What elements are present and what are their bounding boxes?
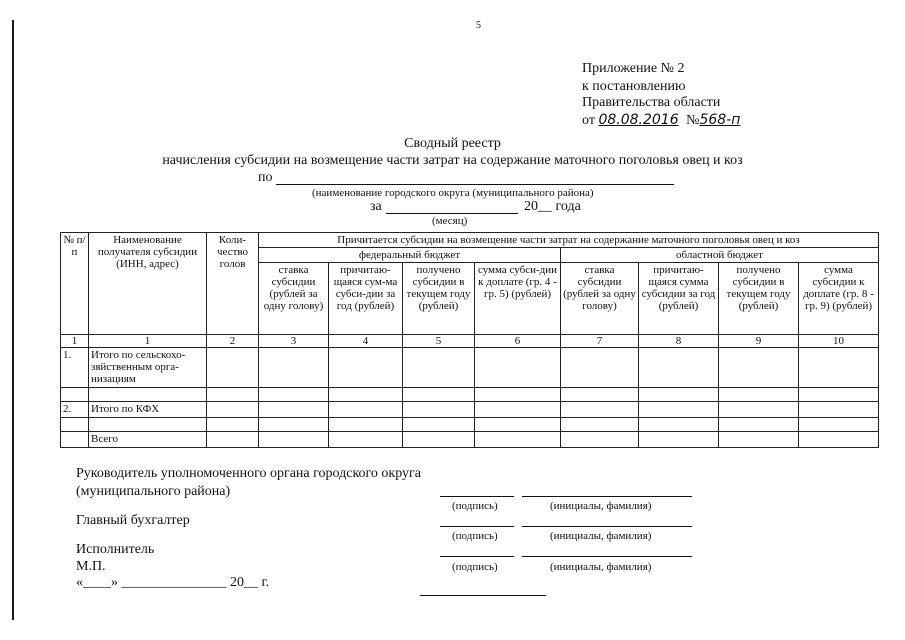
signature-line bbox=[440, 556, 514, 557]
mp-label: М.П. bbox=[76, 559, 106, 574]
header-reg-received: получено субсидии в текущем году (рублей) bbox=[719, 263, 799, 335]
district-caption: (наименование городского округа (муниципального района) bbox=[312, 187, 594, 199]
header-regional-budget: областной бюджет bbox=[561, 248, 879, 263]
column-number-row bbox=[61, 335, 879, 348]
header-federal-budget: федеральный бюджет bbox=[259, 248, 561, 263]
row-name: Итого по сельскохо-зяйственным орга-низациям bbox=[89, 348, 207, 388]
table-row bbox=[61, 388, 879, 402]
row-name: Всего bbox=[89, 432, 207, 448]
name-line bbox=[522, 526, 692, 527]
header-recipient-name: Наименование получателя субсидии (ИНН, адрес) bbox=[89, 233, 207, 335]
accountant-label: Главный бухгалтер bbox=[76, 513, 190, 528]
head-title-line1: Руководитель уполномоченного органа городского округа bbox=[76, 466, 422, 481]
col-number: 1 bbox=[61, 335, 89, 348]
header-subsidy-group: Причитается субсидии на возмещение части затрат на содержание маточного поголовья овец и коз bbox=[259, 233, 879, 248]
extra-line bbox=[420, 595, 546, 596]
header-head-count: Коли-чество голов bbox=[207, 233, 259, 335]
header-reg-rate: ставка субсидии (рублей за одну голову) bbox=[561, 263, 639, 335]
month-field-line bbox=[386, 213, 518, 214]
document-title: Сводный реестр bbox=[404, 136, 501, 151]
header-fed-received: получено субсидии в текущем году (рублей) bbox=[403, 263, 475, 335]
header-num: № п/п bbox=[61, 233, 89, 335]
row-num: 1. bbox=[61, 348, 89, 388]
col-number: 5 bbox=[403, 335, 475, 348]
row-name bbox=[89, 418, 207, 432]
signature-line bbox=[440, 496, 514, 497]
row-num: 2. bbox=[61, 402, 89, 418]
col-number: 10 bbox=[799, 335, 879, 348]
col-number: 8 bbox=[639, 335, 719, 348]
executor-label: Исполнитель bbox=[76, 542, 155, 557]
initials-caption: (инициалы, фамилия) bbox=[550, 561, 652, 573]
number-prefix: № bbox=[686, 113, 700, 128]
row-num bbox=[61, 432, 89, 448]
table-row bbox=[61, 432, 879, 448]
signature-line bbox=[440, 526, 514, 527]
podpis-caption: (подпись) bbox=[452, 530, 498, 542]
col-number: 1 bbox=[89, 335, 207, 348]
page-number: 5 bbox=[476, 20, 481, 31]
name-line bbox=[522, 496, 692, 497]
podpis-caption: (подпись) bbox=[452, 561, 498, 573]
appendix-line3: Правительства области bbox=[582, 95, 721, 110]
col-number: 6 bbox=[475, 335, 561, 348]
header-fed-topup: сумма субси-дии к доплате (гр. 4 - гр. 5) (рублей) bbox=[475, 263, 561, 335]
col-number: 3 bbox=[259, 335, 329, 348]
row-name: Итого по КФХ bbox=[89, 402, 207, 418]
register-table bbox=[60, 232, 879, 448]
table-row bbox=[61, 402, 879, 418]
initials-caption: (инициалы, фамилия) bbox=[550, 530, 652, 542]
za-label: за bbox=[370, 199, 382, 214]
handwritten-date: 08.08.2016 bbox=[598, 112, 679, 128]
handwritten-number: 568-п bbox=[699, 112, 741, 128]
date-fill-line: «____» _______________ 20__ г. bbox=[76, 575, 270, 590]
podpis-caption: (подпись) bbox=[452, 500, 498, 512]
appendix-line1: Приложение № 2 bbox=[582, 61, 685, 76]
appendix-line2: к постановлению bbox=[582, 79, 686, 94]
name-line bbox=[522, 556, 692, 557]
date-prefix: от bbox=[582, 113, 595, 128]
header-fed-rate: ставка субсидии (рублей за одну голову) bbox=[259, 263, 329, 335]
col-number: 4 bbox=[329, 335, 403, 348]
table-row bbox=[61, 418, 879, 432]
row-num bbox=[61, 388, 89, 402]
document-subtitle: начисления субсидии на возмещение части затрат на содержание маточного поголовья овец и коз bbox=[162, 153, 743, 168]
po-label: по bbox=[258, 170, 273, 185]
header-fed-due: причитаю-щаяся сум-ма субси-дии за год (рублей) bbox=[329, 263, 403, 335]
head-title-line2: (муниципального района) bbox=[76, 484, 231, 499]
page-edge-bar bbox=[12, 20, 14, 620]
header-reg-due: причитаю-щаяся сумма субсидии за год (рублей) bbox=[639, 263, 719, 335]
month-caption: (месяц) bbox=[432, 215, 468, 227]
year-label: 20__ года bbox=[524, 199, 581, 214]
header-reg-topup: сумма субсидии к доплате (гр. 8 - гр. 9) (рублей) bbox=[799, 263, 879, 335]
appendix-date-line bbox=[582, 111, 740, 130]
district-field-line bbox=[276, 184, 674, 185]
table-row bbox=[61, 348, 879, 388]
row-name bbox=[89, 388, 207, 402]
initials-caption: (инициалы, фамилия) bbox=[550, 500, 652, 512]
col-number: 2 bbox=[207, 335, 259, 348]
col-number: 7 bbox=[561, 335, 639, 348]
col-number: 9 bbox=[719, 335, 799, 348]
row-num bbox=[61, 418, 89, 432]
